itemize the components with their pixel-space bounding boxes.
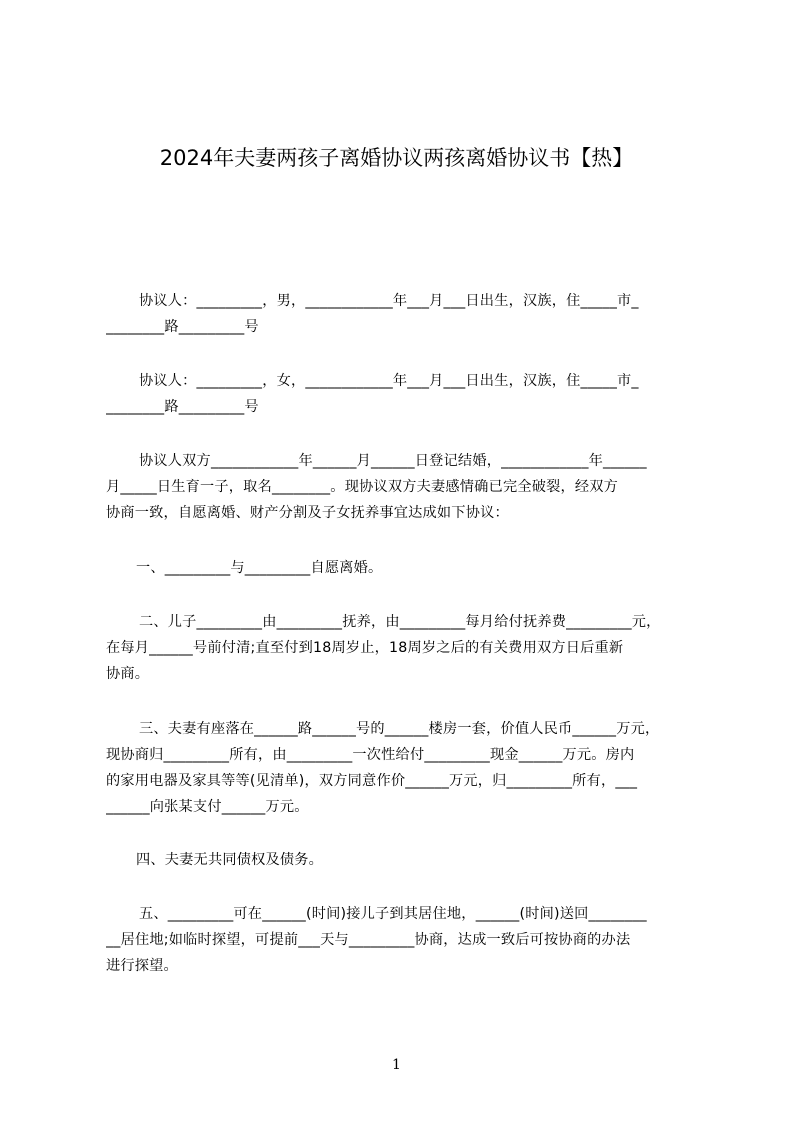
text-line: 进行探望。 — [106, 958, 178, 974]
text-line: 在每月______号前付清;直至付到18周岁止，18周岁之后的有关费用双方日后重新 — [106, 640, 624, 656]
clause-two — [106, 609, 700, 687]
paragraph-marriage-info — [106, 448, 700, 526]
clause-three — [106, 716, 700, 820]
document-title: 2024年夫妻两孩子离婚协议两孩离婚协议书【热】 — [159, 146, 634, 170]
text-line: __居住地;如临时探望，可提前___天与_________协商，达成一致后可按协商的办法 — [106, 932, 631, 948]
clause-one — [106, 555, 700, 581]
text-line: 五、_________可在______(时间)接儿子到其居住地，______(时间)送回________ — [139, 906, 647, 922]
text-line: 协商。 — [106, 666, 150, 682]
text-line: 协议人：_________，男，____________年___月___日出生，汉族，住_____市_ — [139, 293, 639, 309]
paragraph-party-male — [106, 288, 700, 340]
page-number: 1 — [392, 1057, 401, 1073]
text-line: 协议人双方____________年______月______日登记结婚，____________年______ — [139, 453, 647, 469]
clause-five — [106, 901, 700, 979]
text-line: 一、_________与_________自愿离婚。 — [136, 560, 383, 576]
text-line: 现协商归_________所有，由_________一次性给付_________现金______万元。房内 — [106, 747, 635, 763]
paragraph-party-female — [106, 368, 700, 420]
text-line: 四、夫妻无共同债权及债务。 — [136, 852, 324, 868]
text-line: 协商一致，自愿离婚、财产分割及子女抚养事宜达成如下协议： — [106, 505, 509, 521]
clause-four — [106, 847, 700, 873]
text-line: 协议人：_________，女，____________年___月___日出生，汉族，住_____市_ — [139, 373, 639, 389]
text-line: 的家用电器及家具等等(见清单)，双方同意作价______万元，归_________所有，___ — [106, 773, 638, 789]
text-line: ______向张某支付______万元。 — [106, 799, 309, 815]
text-line: ________路_________号 — [106, 399, 259, 415]
text-line: 三、夫妻有座落在______路______号的______楼房一套，价值人民币______万元， — [139, 721, 660, 737]
text-line: 二、儿子_________由_________抚养，由_________每月给付抚养费_________元， — [139, 614, 661, 630]
text-line: 月_____日生育一子，取名________。现协议双方夫妻感情确已完全破裂，经双方 — [106, 479, 619, 495]
text-line: ________路_________号 — [106, 319, 259, 335]
